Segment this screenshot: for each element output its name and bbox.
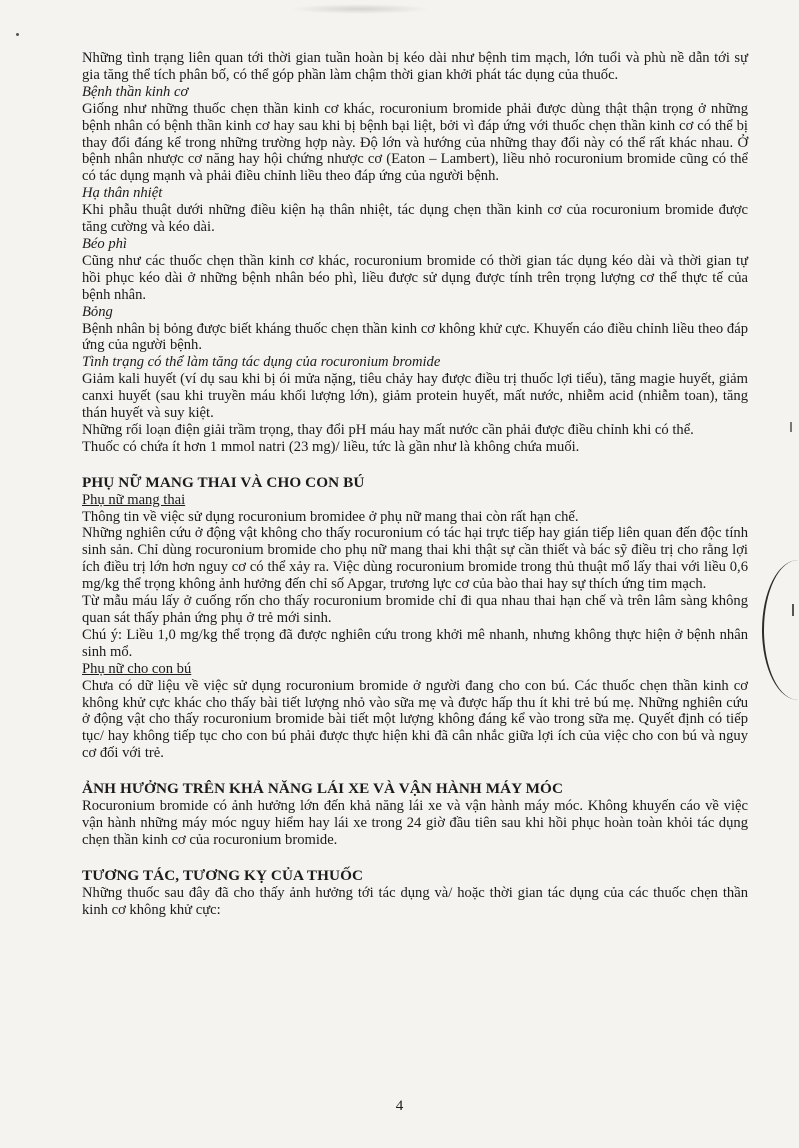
scan-mark	[790, 422, 792, 432]
page-number: 4	[395, 1098, 404, 1114]
section-title: TƯƠNG TÁC, TƯƠNG KỴ CỦA THUỐC	[82, 866, 364, 884]
paragraph: Những nghiên cứu ở động vật không cho thấy rocuronium có tác hại trực tiếp hay gián tiếp liên quan đến độc tính sinh sản. Chỉ dùng rocuronium bromide cho phụ nữ mang thai khi thật sự cần thiết và bác sỹ điều trị cho rằng lợi ích điều trị lớn hơn nguy cơ có thể xảy ra. Việc dùng rocuronium bromide trong thủ thuật mổ lấy thai với liều 0,6 mg/kg thể trọng không ảnh hưởng đến chỉ số Apgar, trương lực cơ của bào thai hay sự thích ứng tim mạch.	[82, 525, 748, 593]
paragraph: Chưa có dữ liệu về việc sử dụng rocuronium bromide ở người đang cho con bú. Các thuốc chẹn thần kinh cơ không khử cực khác cho thấy bài tiết lượng nhỏ vào sữa mẹ và được hấp thu ít khi trẻ bú mẹ. Những nghiên cứu ở động vật cho thấy rocuronium bromide bài tiết một lượng không đáng kể vào trong sữa mẹ. Quyết định có tiếp tục/ hay không tiếp tục cho con bú phải được thực hiện khi đã cân nhắc giữa lợi ích của việc cho con bú và nguy cơ đối với trẻ.	[82, 677, 748, 762]
paragraph: Rocuronium bromide có ảnh hưởng lớn đến khả năng lái xe và vận hành máy móc. Không khuyến cáo về việc vận hành những máy móc nguy hiểm hay lái xe trong 24 giờ đầu tiên sau khi hồi phục hoàn toàn khỏi tác dụng chẹn thần kinh cơ của rocuronium bromide.	[82, 798, 748, 848]
paragraph: Bệnh nhân bị bỏng được biết kháng thuốc chẹn thần kinh cơ không khử cực. Khuyến cáo điều chỉnh liều theo đáp ứng của người bệnh.	[82, 320, 748, 354]
paragraph: Khi phẫu thuật dưới những điều kiện hạ thân nhiệt, tác dụng chẹn thần kinh cơ của rocuronium bromide được tăng cường và kéo dài.	[82, 202, 748, 236]
scan-dot	[16, 33, 19, 36]
subheading: Phụ nữ mang thai	[82, 491, 186, 508]
paragraph: Thông tin về việc sử dụng rocuronium bromidee ở phụ nữ mang thai còn rất hạn chế.	[82, 508, 579, 525]
paragraph: Chú ý: Liều 1,0 mg/kg thể trọng đã được nghiên cứu trong khởi mê nhanh, nhưng không thực hiện ở bệnh nhân sinh mổ.	[82, 626, 748, 660]
paragraph: Những rối loạn điện giải trầm trọng, thay đổi pH máu hay mất nước cần phải được điều chỉnh khi có thể.	[82, 421, 694, 438]
subheading: Phụ nữ cho con bú	[82, 660, 192, 677]
paragraph: Những tình trạng liên quan tới thời gian tuần hoàn bị kéo dài như bệnh tim mạch, lớn tuổi và phù nề dẫn tới sự gia tăng thể tích phân bố, có thể góp phần làm chậm thời gian khởi phát tác dụng của thuốc.	[82, 50, 748, 83]
page-content	[82, 50, 748, 919]
section-title: PHỤ NỮ MANG THAI VÀ CHO CON BÚ	[82, 473, 365, 491]
scan-smudge	[290, 4, 430, 14]
paragraph: Những thuốc sau đây đã cho thấy ảnh hưởng tới tác dụng và/ hoặc thời gian tác dụng của các thuốc chẹn thần kinh cơ không khử cực:	[82, 884, 748, 918]
subheading: Bệnh thần kinh cơ	[82, 83, 189, 100]
subheading: Tình trạng có thể làm tăng tác dụng của rocuronium bromide	[82, 354, 441, 371]
subheading: Hạ thân nhiệt	[82, 185, 163, 202]
paragraph: Thuốc có chứa ít hơn 1 mmol natri (23 mg)/ liều, tức là gần như là không chứa muối.	[82, 438, 580, 455]
paragraph: Giống như những thuốc chẹn thần kinh cơ khác, rocuronium bromide phải được dùng thật thận trọng ở những bệnh nhân có bệnh thần kinh cơ hay sau khi bị bệnh bại liệt, bởi vì đáp ứng với thuốc chẹn thần kinh cơ có thể bị thay đổi đáng kể trong những trường hợp này. Độ lớn và hướng của những thay đổi này có thể rất khác nhau. Ở bệnh nhân nhược cơ năng hay hội chứng nhược cơ (Eaton – Lambert), liều nhỏ rocuronium bromide cũng có thể có tác dụng mạnh và phải điều chỉnh liều theo đáp ứng của người bệnh.	[82, 100, 748, 185]
subheading: Bỏng	[82, 303, 113, 320]
stamp-arc	[762, 560, 799, 700]
paragraph: Cũng như các thuốc chẹn thần kinh cơ khác, rocuronium bromide có thời gian tác dụng kéo dài và thời gian tự hồi phục kéo dài ở những bệnh nhân béo phì, liều được sử dụng được tính trên trọng lượng cơ thể thực tế của bệnh nhân.	[82, 252, 748, 303]
section-title: ẢNH HƯỞNG TRÊN KHẢ NĂNG LÁI XE VÀ VẬN HÀNH MÁY MÓC	[82, 780, 564, 798]
subheading: Béo phì	[82, 235, 127, 252]
paragraph: Từ mẫu máu lấy ở cuống rốn cho thấy rocuronium bromide chỉ đi qua nhau thai hạn chế và trên lâm sàng không quan sát thấy phản ứng phụ ở trẻ mới sinh.	[82, 593, 748, 626]
paragraph: Giảm kali huyết (ví dụ sau khi bị ói mửa nặng, tiêu chảy hay được điều trị thuốc lợi tiểu), tăng magie huyết, giảm canxi huyết (sau khi truyền máu khối lượng lớn), giảm protein huyết, mất nước, nhiễm acid (nhiễm toan), tăng thán huyết và suy kiệt.	[82, 371, 748, 422]
